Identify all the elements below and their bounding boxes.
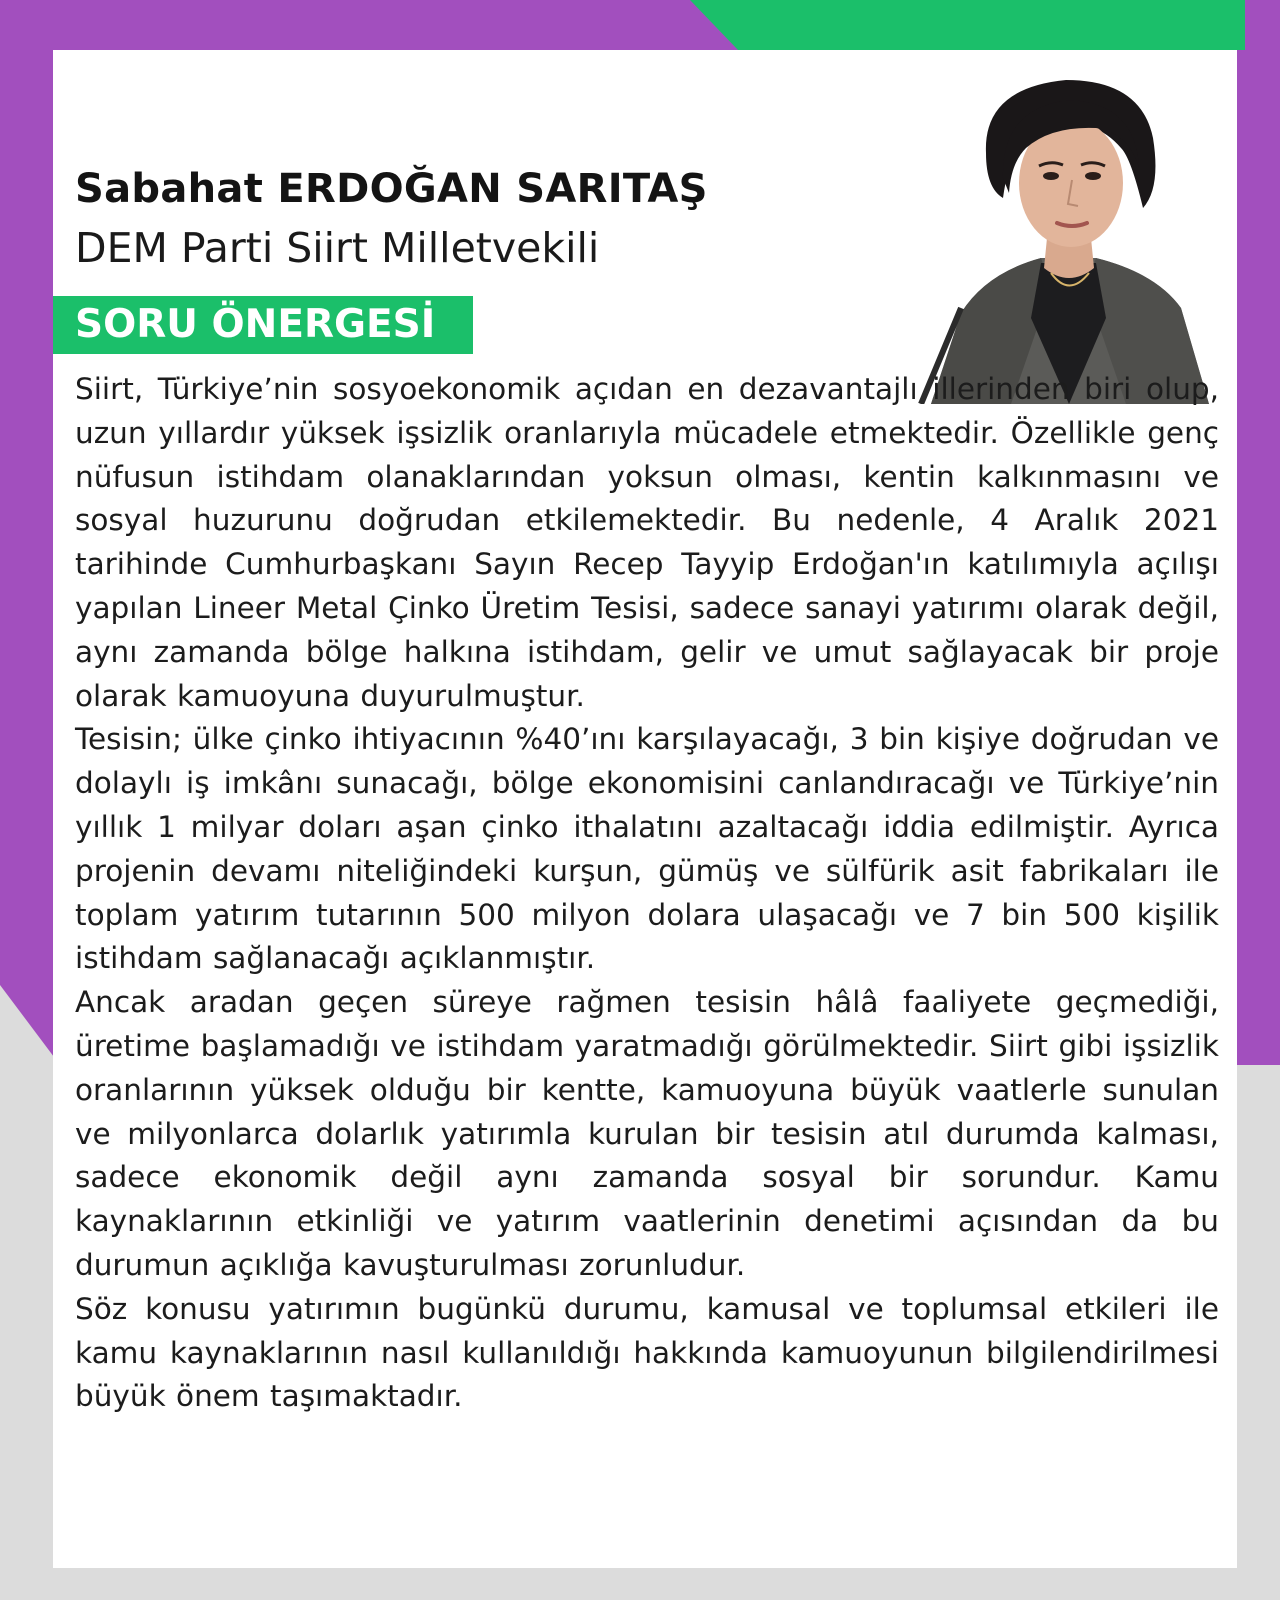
body-paragraph: Ancak aradan geçen süreye rağmen tesisin hâlâ faaliyete geçmediği, üretime başlamadığı ve istihdam yaratmadığı görülmektedir. Siirt gibi işsizlik oranlarının yüksek olduğu bir kentte, kamuoyuna büyük vaatlerle sunulan ve milyonlarca dolarlık yatırımla kurulan bir tesisin atıl durumda kalması, sadece ekonomik değil aynı zamanda sosyal bir sorundur. Kamu kaynaklarının etkinliği ve yatırım vaatlerinin denetimi açısından da bu durumun açıklığa kavuşturulması zorunludur. [75, 985, 1219, 1282]
statement-card [53, 50, 1237, 1568]
body-paragraph: Tesisin; ülke çinko ihtiyacının %40’ını karşılayacağı, 3 bin kişiye doğrudan ve dolaylı iş imkânı sunacağı, bölge ekonomisini canlandıracağı ve Türkiye’nin yıllık 1 milyar doları aşan çinko ithalatını azaltacağı iddia edilmiştir. Ayrıca projenin devamı niteliğindeki kurşun, gümüş ve sülfürik asit fabrikaları ile toplam yatırım tutarının 500 milyon dolara ulaşacağı ve 7 bin 500 kişilik istihdam sağlanacağı açıklanmıştır. [75, 722, 1219, 976]
badge-label: SORU ÖNERGESİ [75, 302, 436, 347]
politician-name: Sabahat ERDOĞAN SARITAŞ [75, 166, 708, 212]
question-body [75, 368, 1219, 1419]
parliamentary-question-badge [53, 296, 473, 354]
body-paragraph: Söz konusu yatırımın bugünkü durumu, kamusal ve toplumsal etkileri ile kamu kaynaklarının nasıl kullanıldığı hakkında kamuoyunun bilgilendirilmesi büyük önem taşımaktadır. [75, 1291, 1219, 1414]
green-corner-decoration [690, 0, 1245, 50]
portrait-photo [891, 58, 1231, 404]
politician-role: DEM Parti Siirt Milletvekili [75, 224, 600, 272]
grey-edge-decoration [1230, 1420, 1280, 1600]
body-paragraph: Siirt, Türkiye’nin sosyoekonomik açıdan en dezavantajlı illerinden biri olup, uzun yıllardır yüksek işsizlik oranlarıyla mücadele etmektedir. Özellikle genç nüfusun istihdam olanaklarından yoksun olması, kentin kalkınmasını ve sosyal huzurunu doğrudan etkilemektedir. Bu nedenle, 4 Aralık 2021 tarihinde Cumhurbaşkanı Sayın Recep Tayyip Erdoğan'ın katılımıyla açılışı yapılan Lineer Metal Çinko Üretim Tesisi, sadece sanayi yatırımı olarak değil, aynı zamanda bölge halkına istihdam, gelir ve umut sağlayacak bir proje olarak kamuoyuna duyurulmuştur. [75, 372, 1219, 713]
